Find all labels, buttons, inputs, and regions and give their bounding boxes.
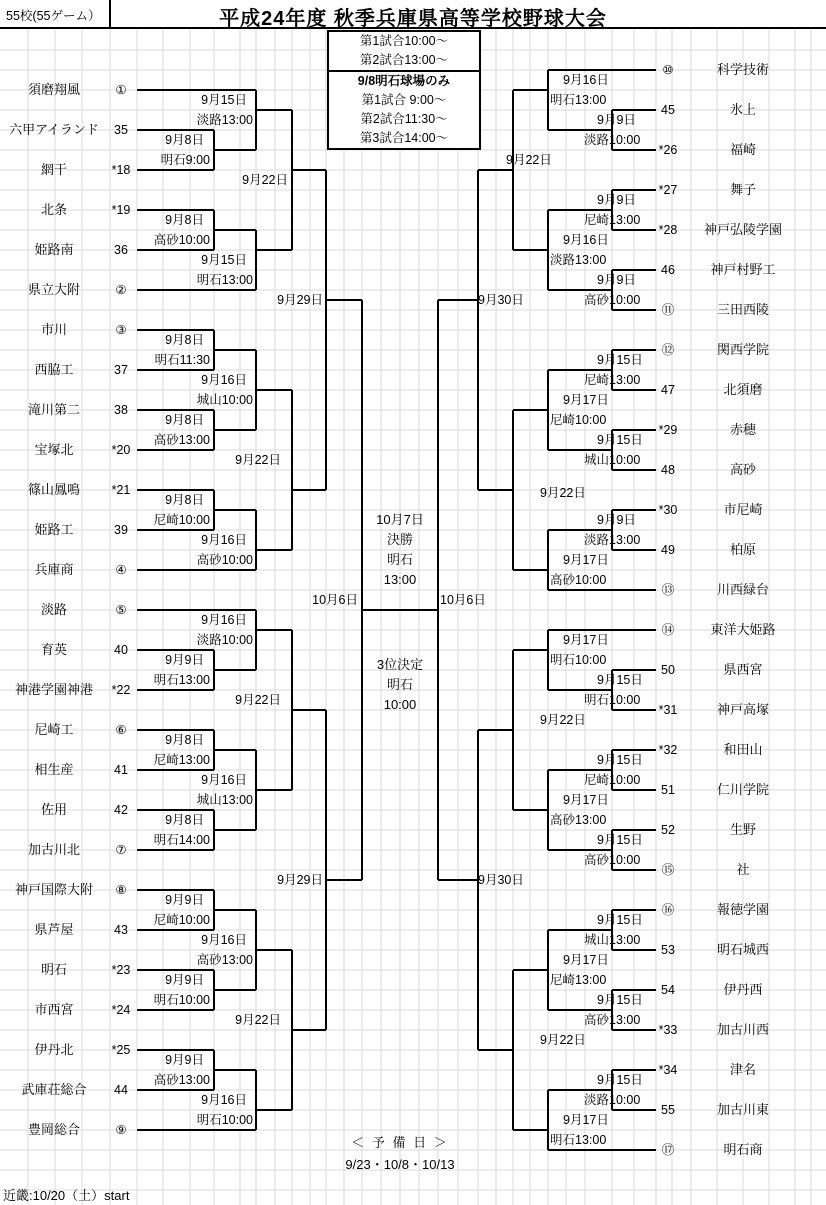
match-date-label — [584, 670, 704, 710]
team-name: 川西緑台 — [716, 582, 769, 597]
match-date-label — [90, 970, 210, 1010]
reserve-days-title: ＜ 予 備 日 ＞ — [351, 1135, 449, 1150]
team-name: 神戸村野工 — [710, 262, 776, 277]
match-date-label — [133, 90, 253, 130]
match-date-label — [133, 250, 253, 290]
match-venue: 城山10:00 — [584, 453, 641, 467]
team-name: 神戸弘陵学園 — [703, 222, 782, 237]
team-seed: 55 — [661, 1103, 675, 1117]
match-date: 9月16日 — [201, 533, 247, 547]
team-name: 加古川北 — [27, 842, 80, 857]
match-date-label — [550, 230, 670, 270]
match-venue: 高砂10:00 — [196, 553, 253, 567]
team-name: 舞子 — [729, 182, 756, 197]
match-date-label — [161, 1010, 281, 1030]
match-venue: 明石13:00 — [153, 673, 210, 687]
team-seed: 38 — [114, 403, 128, 417]
match-date-label — [90, 1050, 210, 1090]
match-date: 9月22日 — [540, 713, 586, 727]
match-date: 9月22日 — [540, 1033, 586, 1047]
team-name: 佐用 — [40, 802, 67, 817]
schedule-line: 第1試合 9:00～ — [361, 93, 447, 107]
team-name: 相生産 — [34, 762, 74, 777]
match-venue: 尼崎10:00 — [584, 773, 641, 787]
match-date-label — [584, 430, 704, 470]
third-place-info — [352, 655, 448, 715]
team-seed: *27 — [658, 183, 678, 197]
schedule-box — [327, 30, 481, 150]
team-seed: 42 — [114, 803, 128, 817]
match-date: 9月17日 — [563, 393, 609, 407]
team-seed: ⑯ — [661, 903, 675, 917]
team-name: 明石城西 — [716, 942, 769, 957]
match-date-label — [584, 350, 704, 390]
match-date-label — [584, 190, 704, 230]
team-name: 仁川学院 — [716, 782, 769, 797]
match-venue: 淡路10:00 — [196, 633, 253, 647]
final-time: 13:00 — [383, 572, 417, 587]
team-seed: *30 — [658, 503, 678, 517]
team-seed: ③ — [115, 323, 127, 337]
match-date: 9月9日 — [165, 1053, 204, 1067]
team-seed: ⑮ — [661, 863, 675, 877]
match-date: 9月22日 — [242, 173, 288, 187]
match-venue: 明石10:00 — [153, 993, 210, 1007]
match-date-label — [90, 650, 210, 690]
match-date: 9月17日 — [563, 633, 609, 647]
team-name: 東洋大姫路 — [710, 622, 776, 637]
match-date: 9月8日 — [165, 733, 204, 747]
match-date: 9月9日 — [597, 113, 636, 127]
match-venue: 高砂13:00 — [550, 813, 607, 827]
team-seed: 36 — [114, 243, 128, 257]
match-date: 9月22日 — [540, 486, 586, 500]
team-seed: 45 — [661, 103, 675, 117]
match-venue: 明石13:00 — [196, 273, 253, 287]
team-name: 加古川西 — [716, 1022, 769, 1037]
match-date-label — [203, 870, 323, 890]
match-venue: 尼崎13:00 — [584, 373, 641, 387]
team-seed: *19 — [111, 203, 131, 217]
match-date-label — [133, 1090, 253, 1130]
match-date: 9月16日 — [201, 933, 247, 947]
match-date: 9月8日 — [165, 813, 204, 827]
match-date: 9月30日 — [478, 873, 524, 887]
final-date: 10月7日 — [376, 512, 424, 527]
team-seed: *25 — [111, 1043, 131, 1057]
match-venue: 明石14:00 — [153, 833, 210, 847]
schedule-line: 第3試合14:00～ — [359, 131, 449, 145]
match-date-label — [478, 290, 598, 310]
team-seed: 40 — [114, 643, 128, 657]
match-date-label — [540, 483, 660, 503]
team-seed: 48 — [661, 463, 675, 477]
match-date-label — [540, 1030, 660, 1050]
team-seed: *23 — [111, 963, 131, 977]
match-date-label — [168, 170, 288, 190]
team-seed: *32 — [658, 743, 678, 757]
match-date-label — [133, 610, 253, 650]
match-date: 9月8日 — [165, 213, 204, 227]
match-date: 9月22日 — [235, 693, 281, 707]
match-date-label — [550, 790, 670, 830]
match-date-label — [90, 330, 210, 370]
team-name: 県立大附 — [27, 282, 80, 297]
team-name: 和田山 — [723, 742, 763, 757]
match-date: 9月9日 — [165, 973, 204, 987]
team-name: 北条 — [40, 202, 67, 217]
match-date: 9月17日 — [563, 793, 609, 807]
team-seed: *34 — [658, 1063, 678, 1077]
team-seed: ① — [115, 83, 127, 97]
team-name: 尼崎工 — [34, 722, 74, 737]
team-seed: ⑤ — [115, 603, 127, 617]
match-date-label — [238, 590, 358, 610]
team-name: 宝塚北 — [34, 442, 74, 457]
team-seed: *21 — [111, 483, 131, 497]
team-seed: ④ — [115, 563, 127, 577]
match-date: 9月9日 — [165, 653, 204, 667]
team-name: 三田西陵 — [716, 302, 769, 317]
team-seed: 35 — [114, 123, 128, 137]
team-name: 神戸国際大附 — [14, 882, 93, 897]
match-date-label — [584, 510, 704, 550]
match-date: 9月15日 — [201, 253, 247, 267]
match-date-label — [584, 830, 704, 870]
match-venue: 明石9:00 — [160, 153, 210, 167]
match-date-label — [90, 410, 210, 450]
match-date-label — [90, 210, 210, 250]
match-date: 9月9日 — [597, 193, 636, 207]
match-date: 9月16日 — [201, 373, 247, 387]
team-name: 明石 — [40, 962, 67, 977]
match-venue: 高砂13:00 — [584, 1013, 641, 1027]
match-venue: 尼崎10:00 — [153, 513, 210, 527]
match-date: 9月8日 — [165, 333, 204, 347]
match-venue: 高砂13:00 — [153, 433, 210, 447]
page-title: 平成24年度 秋季兵庫県高等学校野球大会 — [219, 8, 607, 30]
team-seed: ⑬ — [661, 583, 675, 597]
team-seed: 41 — [114, 763, 128, 777]
match-date: 9月15日 — [597, 833, 643, 847]
match-date-label — [584, 110, 704, 150]
team-seed: 43 — [114, 923, 128, 937]
match-date: 9月8日 — [165, 493, 204, 507]
match-venue: 淡路13:00 — [196, 113, 253, 127]
match-venue: 城山13:00 — [196, 793, 253, 807]
match-date: 9月16日 — [563, 233, 609, 247]
team-name: 柏原 — [729, 542, 756, 557]
match-date: 9月15日 — [597, 993, 643, 1007]
match-date-label — [584, 270, 704, 310]
match-date: 9月15日 — [597, 673, 643, 687]
team-seed: *28 — [658, 223, 678, 237]
team-seed: ⑩ — [662, 63, 674, 77]
match-date-label — [550, 550, 670, 590]
match-date: 9月22日 — [235, 453, 281, 467]
team-name: 武庫荘総合 — [21, 1082, 87, 1097]
match-date: 9月22日 — [235, 1013, 281, 1027]
match-date-label — [584, 910, 704, 950]
team-name: 須磨翔風 — [27, 82, 80, 97]
match-date-label — [550, 70, 670, 110]
match-venue: 淡路10:00 — [584, 133, 641, 147]
team-seed: *31 — [658, 703, 678, 717]
match-date: 9月15日 — [597, 913, 643, 927]
match-date-label — [506, 150, 626, 170]
team-seed: 54 — [661, 983, 675, 997]
match-date: 9月8日 — [165, 413, 204, 427]
team-name: 兵庫商 — [34, 562, 74, 577]
team-seed: ⑫ — [661, 343, 675, 357]
team-seed: 44 — [114, 1083, 128, 1097]
team-name: 伊丹西 — [723, 982, 763, 997]
schedule-line: 第2試合11:30～ — [360, 112, 448, 126]
match-venue: 明石13:00 — [550, 1133, 607, 1147]
team-name: 県西宮 — [723, 662, 763, 677]
match-venue: 高砂10:00 — [153, 233, 210, 247]
team-name: 報徳学園 — [716, 902, 769, 917]
match-date-label — [90, 130, 210, 170]
team-name: 篠山鳳鳴 — [27, 482, 80, 497]
match-date-label — [203, 290, 323, 310]
match-date-label — [584, 750, 704, 790]
team-name: 県芦屋 — [34, 922, 74, 937]
match-date: 9月8日 — [165, 133, 204, 147]
team-name: 明石商 — [723, 1142, 763, 1157]
match-venue: 高砂13:00 — [153, 1073, 210, 1087]
team-name: 市西宮 — [34, 1002, 74, 1017]
final-venue: 明石 — [386, 552, 413, 567]
team-seed: ⑪ — [661, 303, 675, 317]
team-name: 淡路 — [40, 602, 67, 617]
match-venue: 明石13:00 — [550, 93, 607, 107]
team-seed: 49 — [661, 543, 675, 557]
team-name: 北須磨 — [723, 382, 763, 397]
team-name: 育英 — [40, 642, 67, 657]
team-name: 神港学園神港 — [14, 682, 93, 697]
team-seed: 50 — [661, 663, 675, 677]
team-seed: ⑭ — [661, 623, 675, 637]
team-name: 西脇工 — [34, 362, 74, 377]
schedule-line: 第2試合13:00～ — [359, 53, 449, 67]
team-seed: 47 — [661, 383, 675, 397]
team-name: 福崎 — [729, 142, 756, 157]
match-venue: 城山10:00 — [196, 393, 253, 407]
team-name: 六甲アイランド — [9, 122, 99, 137]
match-date: 10月6日 — [440, 593, 486, 607]
match-date: 9月22日 — [506, 153, 552, 167]
match-venue: 高砂13:00 — [196, 953, 253, 967]
team-name: 滝川第二 — [27, 402, 80, 417]
match-venue: 尼崎13:00 — [153, 753, 210, 767]
team-name: 関西学院 — [716, 342, 769, 357]
match-date: 9月15日 — [597, 433, 643, 447]
team-name: 神戸高塚 — [716, 702, 769, 717]
match-venue: 明石10:00 — [550, 653, 607, 667]
match-date-label — [90, 730, 210, 770]
match-date-label — [90, 490, 210, 530]
team-seed: ⑥ — [115, 723, 127, 737]
team-name: 市尼崎 — [723, 502, 763, 517]
team-seed: *20 — [111, 443, 131, 457]
team-name: 科学技術 — [716, 62, 769, 77]
match-date-label — [133, 930, 253, 970]
third-place-label: 3位決定 — [376, 657, 424, 672]
match-date: 9月15日 — [597, 753, 643, 767]
team-name: 伊丹北 — [34, 1042, 74, 1057]
match-date: 10月6日 — [312, 593, 358, 607]
final-info — [352, 510, 448, 590]
match-date-label — [440, 590, 560, 610]
match-venue: 明石10:00 — [584, 693, 641, 707]
match-venue: 淡路10:00 — [584, 1093, 641, 1107]
match-date-label — [161, 690, 281, 710]
team-name: 高砂 — [729, 462, 756, 477]
team-seed: 46 — [661, 263, 675, 277]
final-label: 決勝 — [386, 532, 413, 547]
match-date: 9月16日 — [563, 73, 609, 87]
team-name: 姫路工 — [34, 522, 74, 537]
match-venue: 高砂10:00 — [584, 853, 641, 867]
team-seed: 53 — [661, 943, 675, 957]
match-date-label — [584, 990, 704, 1030]
match-date-label — [584, 1070, 704, 1110]
match-date: 9月15日 — [201, 93, 247, 107]
match-date-label — [540, 710, 660, 730]
match-date-label — [550, 950, 670, 990]
match-date: 9月17日 — [563, 553, 609, 567]
match-date-label — [90, 810, 210, 850]
team-name: 津名 — [729, 1062, 756, 1077]
match-venue: 高砂10:00 — [584, 293, 641, 307]
match-venue: 高砂10:00 — [550, 573, 607, 587]
match-date-label — [161, 450, 281, 470]
match-date: 9月17日 — [563, 1113, 609, 1127]
match-date: 9月16日 — [201, 773, 247, 787]
team-seed: *24 — [111, 1003, 131, 1017]
team-seed: *33 — [658, 1023, 678, 1037]
match-date: 9月15日 — [597, 353, 643, 367]
match-date: 9月29日 — [277, 873, 323, 887]
match-venue: 淡路13:00 — [584, 533, 641, 547]
match-date: 9月9日 — [165, 893, 204, 907]
team-seed: ② — [115, 283, 127, 297]
match-venue: 尼崎10:00 — [550, 413, 607, 427]
team-seed: *26 — [658, 143, 678, 157]
match-venue: 尼崎13:00 — [584, 213, 641, 227]
team-name: 社 — [736, 862, 750, 877]
team-seed: 51 — [661, 783, 675, 797]
team-name: 姫路南 — [34, 242, 74, 257]
match-date: 9月16日 — [201, 613, 247, 627]
team-seed: 52 — [661, 823, 675, 837]
schedule-line: 第1試合10:00～ — [359, 34, 449, 48]
match-date: 9月15日 — [597, 1073, 643, 1087]
team-name: 豊岡総合 — [27, 1122, 80, 1137]
capacity-note: 55校(55ゲーム） — [6, 9, 101, 23]
match-date-label — [550, 630, 670, 670]
schedule-special-title: 9/8明石球場のみ — [329, 70, 479, 91]
team-name: 生野 — [729, 822, 756, 837]
match-date: 9月30日 — [478, 293, 524, 307]
match-date-label — [550, 1110, 670, 1150]
match-date-label — [133, 770, 253, 810]
match-date-label — [550, 390, 670, 430]
match-venue: 尼崎13:00 — [550, 973, 607, 987]
match-date: 9月9日 — [597, 513, 636, 527]
reserve-days-dates: 9/23・10/8・10/13 — [345, 1157, 455, 1172]
team-name: 網干 — [40, 162, 67, 177]
match-date-label — [133, 530, 253, 570]
team-seed: *18 — [111, 163, 131, 177]
match-date: 9月17日 — [563, 953, 609, 967]
match-date-label — [478, 870, 598, 890]
team-seed: ⑨ — [115, 1123, 127, 1137]
kinki-start-note: 近畿:10/20（土）start — [3, 1188, 130, 1203]
match-venue: 明石10:00 — [196, 1113, 253, 1127]
match-date: 9月16日 — [201, 1093, 247, 1107]
team-seed: ⑰ — [661, 1143, 675, 1157]
team-seed: 37 — [114, 363, 128, 377]
team-name: 加古川東 — [716, 1102, 769, 1117]
match-venue: 明石11:30 — [154, 353, 210, 367]
match-venue: 淡路13:00 — [550, 253, 607, 267]
team-seed: *29 — [658, 423, 678, 437]
team-seed: ⑦ — [115, 843, 127, 857]
third-place-time: 10:00 — [383, 697, 417, 712]
team-name: 氷上 — [729, 102, 756, 117]
match-date-label — [90, 890, 210, 930]
team-seed: *22 — [111, 683, 131, 697]
match-date: 9月29日 — [277, 293, 323, 307]
team-seed: 39 — [114, 523, 128, 537]
team-name: 赤穂 — [729, 422, 756, 437]
match-date-label — [133, 370, 253, 410]
team-seed: ⑧ — [115, 883, 127, 897]
match-venue: 城山13:00 — [584, 933, 641, 947]
team-name: 市川 — [40, 322, 67, 337]
match-date: 9月9日 — [597, 273, 636, 287]
match-venue: 尼崎10:00 — [153, 913, 210, 927]
third-place-venue: 明石 — [386, 677, 413, 692]
